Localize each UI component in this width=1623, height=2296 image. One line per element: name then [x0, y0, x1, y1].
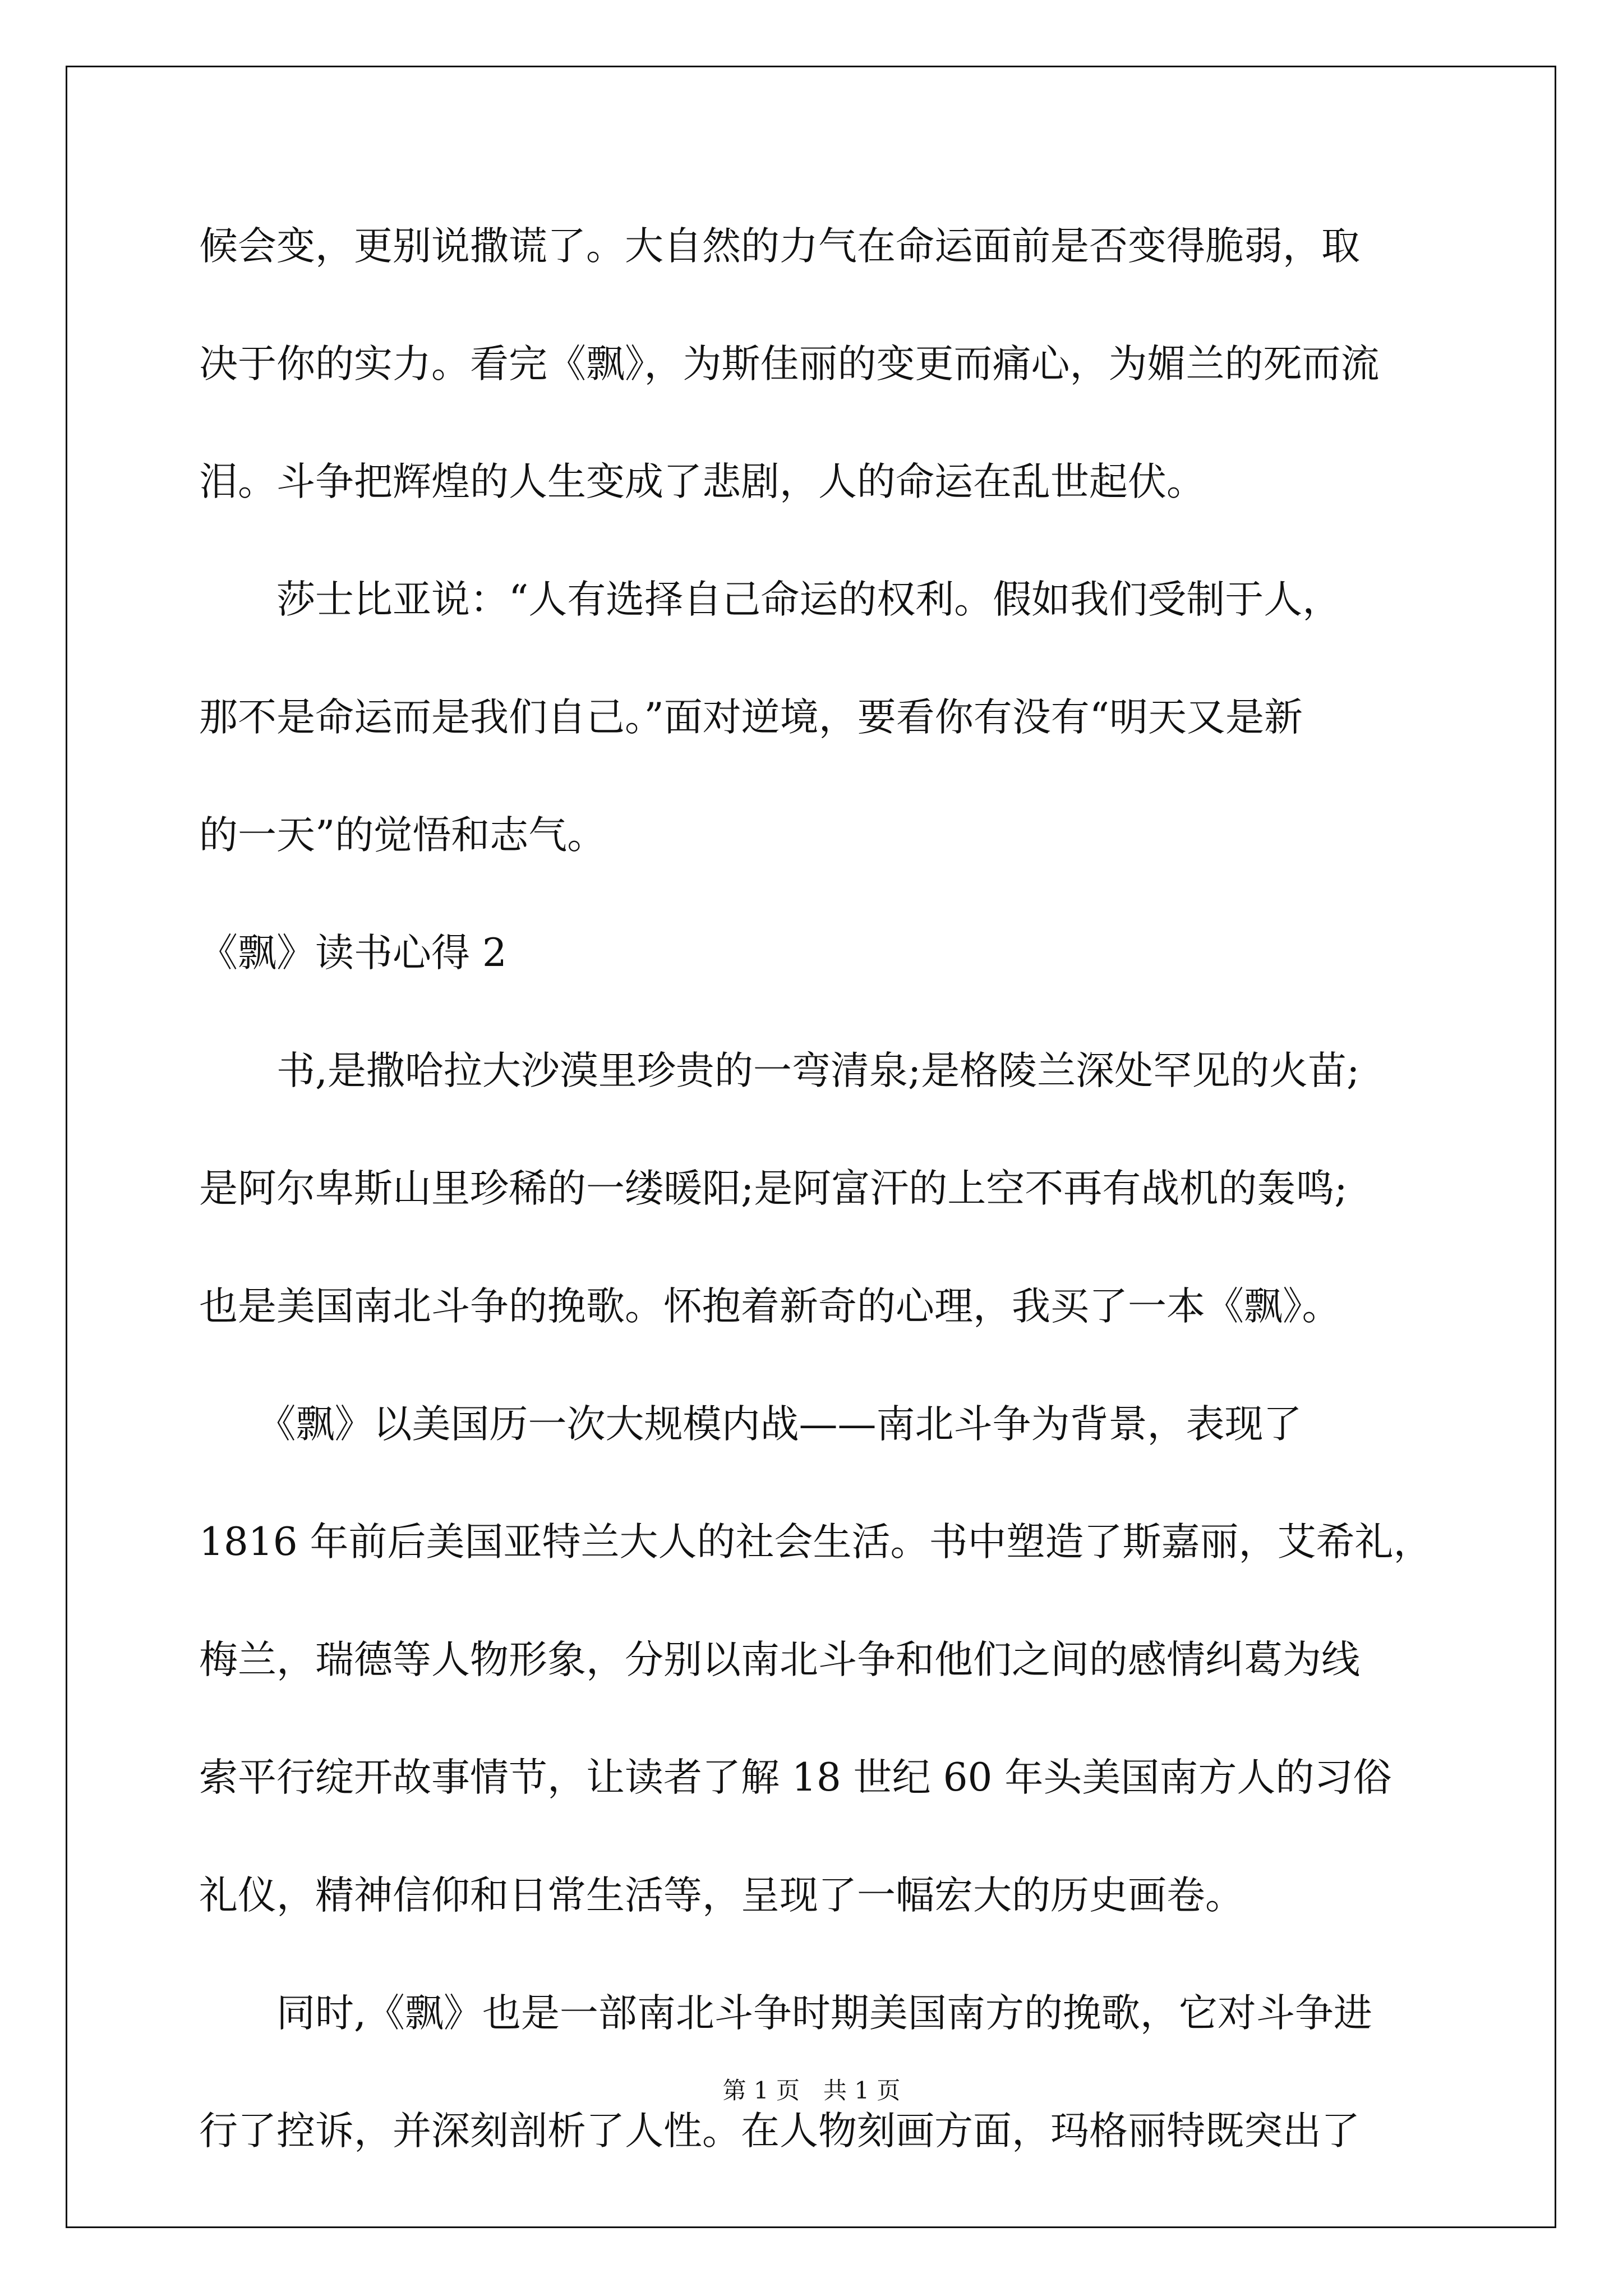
text-line: 书,是撒哈拉大沙漠里珍贵的一弯清泉;是格陵兰深处罕见的火苗;	[199, 1048, 1360, 1093]
text-line: 泪。斗争把辉煌的人生变成了悲剧，人的命运在乱世起伏。	[199, 459, 1205, 504]
text-line: 礼仪，精神信仰和日常生活等，呈现了一幅宏大的历史画卷。	[199, 1873, 1244, 1918]
text-line: 那不是命运而是我们自己。”面对逆境，要看你有没有“明天又是新	[199, 695, 1303, 740]
page-number: 第 1 页 共 1 页	[722, 2077, 901, 2104]
text-line: 《飘》以美国历一次大规模内战——南北斗争为背景，表现了	[199, 1402, 1302, 1447]
text-line: 索平行绽开故事情节，让读者了解 18 世纪 60 年头美国南方人的习俗	[199, 1755, 1392, 1800]
text-line: 是阿尔卑斯山里珍稀的一缕暖阳;是阿富汗的上空不再有战机的轰鸣;	[199, 1166, 1348, 1211]
text-line: 行了控诉，并深刻剖析了人性。在人物刻画方面，玛格丽特既突出了	[199, 2109, 1360, 2154]
section-heading: 《飘》读书心得 2	[199, 931, 507, 976]
text-line: 1816 年前后美国亚特兰大人的社会生活。书中塑造了斯嘉丽，艾希礼，	[199, 1520, 1432, 1565]
text-line: 梅兰，瑞德等人物形象，分别以南北斗争和他们之间的感情纠葛为线	[199, 1637, 1360, 1682]
text-line: 同时,《飘》也是一部南北斗争时期美国南方的挽歌，它对斗争进	[199, 1991, 1372, 2036]
text-line: 莎士比亚说：“人有选择自己命运的权利。假如我们受制于人，	[199, 577, 1341, 622]
text-line: 也是美国南北斗争的挽歌。怀抱着新奇的心理，我买了一本《飘》。	[199, 1284, 1341, 1329]
text-line: 决于你的实力。看完《飘》，为斯佳丽的变更而痛心，为媚兰的死而流	[199, 342, 1380, 386]
text-line: 的一天”的觉悟和志气。	[199, 813, 606, 858]
text-line: 候会变，更别说撒谎了。大自然的力气在命运面前是否变得脆弱，取	[199, 224, 1360, 269]
